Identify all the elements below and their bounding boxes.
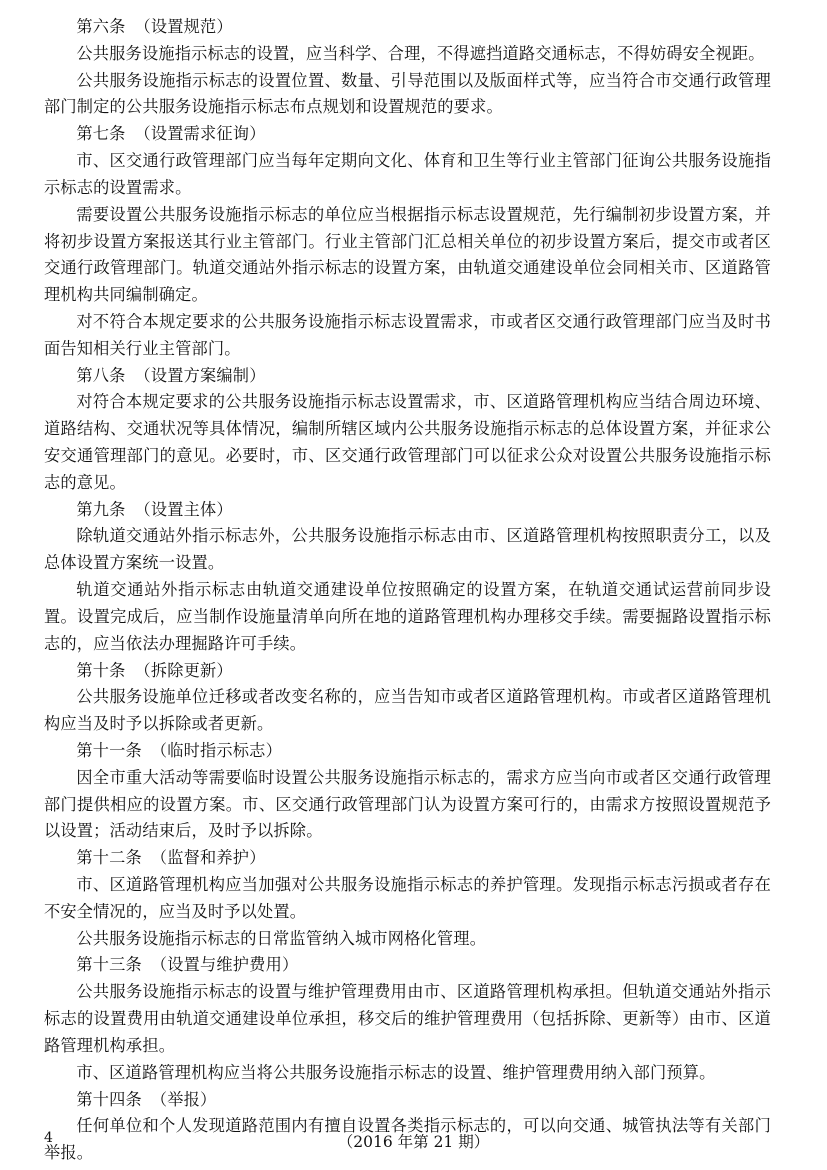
article-number: 第十一条 [76,740,142,760]
paragraph: 市、区交通行政管理部门应当每年定期向文化、体育和卫生等行业主管部门征询公共服务设施指示标志的设置需求。 [44,151,771,197]
paragraph: 因全市重大活动等需要临时设置公共服务设施指示标志的，需求方应当向市或者区交通行政管理部门提供相应的设置方案。市、区交通行政管理部门认为设置方案可行的，由需求方按照设置规范予以设置；活动结束后，及时予以拆除。 [44,767,771,841]
article-heading [44,658,771,685]
article-heading [44,1087,771,1114]
paragraph: 需要设置公共服务设施指示标志的单位应当根据指示标志设置规范，先行编制初步设置方案，并将初步设置方案报送其行业主管部门。行业主管部门汇总相关单位的初步设置方案后，提交市或者区交通行政管理部门。轨道交通站外指示标志的设置方案，由轨道交通建设单位会同相关市、区道路管理机构共同编制确定。 [44,204,771,305]
article-title: （ 监督和养护 ） [151,848,266,867]
paragraph: 公共服务设施单位迁移或者改变名称的，应当告知市或者区道路管理机构。市或者区道路管理机构应当及时予以拆除或者更新。 [44,687,771,734]
article-title: （ 设置主体 ） [134,500,232,519]
paragraph: 对符合本规定要求的公共服务设施指示标志设置需求，市、区道路管理机构应当结合周边环境、道路结构、交通状况等具体情况，编制所辖区域内公共服务设施指示标志的总体设置方案，并征求公安交通管理部门的意见。必要时，市、区交通行政管理部门可以征求公众对设置公共服务设施指示标志的意见。 [44,392,771,492]
paragraph: 除轨道交通站外指示标志外，公共服务设施指示标志由市、区道路管理机构按照职责分工，以及总体设置方案统一设置。 [44,526,771,573]
article-title: （ 设置规范 ） [134,17,232,36]
paragraph: 公共服务设施指示标志的设置，应当科学、合理，不得遮挡道路交通标志，不得妨碍安全视距。 [76,43,765,63]
article-title: （ 设置需求征询 ） [134,124,265,143]
article-number: 第八条 [76,365,126,385]
article-number: 第十条 [76,660,126,680]
paragraph: 市、区道路管理机构应当将公共服务设施指示标志的设置、维护管理费用纳入部门预算。 [76,1062,716,1082]
article-number: 第七条 [76,124,126,144]
paragraph: 市、区道路管理机构应当加强对公共服务设施指示标志的养护管理。发现指示标志污损或者存在不安全情况的，应当及时予以处置。 [44,875,771,921]
article-title: （ 临时指示标志 ） [151,741,282,760]
article-title: （ 举报 ） [151,1090,217,1109]
article-title: （ 设置方案编制 ） [134,366,265,385]
article-number: 第十二条 [76,848,142,868]
document-body [44,14,771,1167]
paragraph: 对不符合本规定要求的公共服务设施指示标志设置需求，市或者区交通行政管理部门应当及时书面告知相关行业主管部门。 [44,311,771,358]
article-title: （ 拆除更新 ） [134,661,232,680]
article-heading [44,845,771,872]
paragraph: 公共服务设施指示标志的日常监管纳入城市网格化管理。 [76,928,487,948]
article-number: 第六条 [76,17,126,36]
paragraph: 轨道交通站外指示标志由轨道交通建设单位按照确定的设置方案，在轨道交通试运营前同步设置。设置完成后，应当制作设施量清单向所在地的道路管理机构办理移交手续。需要掘路设置指示标志的，应当依法办理掘路许可手续。 [44,580,771,653]
paragraph: 公共服务设施指示标志的设置与维护管理费用由市、区道路管理机构承担。但轨道交通站外指示标志的设置费用由轨道交通建设单位承担，移交后的维护管理费用（包括拆除、更新等）由市、区道路管理机构承担。 [44,982,771,1055]
article-heading [44,738,771,765]
paragraph: 公共服务设施指示标志的设置位置、数量、引导范围以及版面样式等，应当符合市交通行政管理部门制定的公共服务设施指示标志布点规划和设置规范的要求。 [44,70,771,117]
issue-label: （ 2016 年第 21 期 ） [0,1130,827,1152]
article-number: 第九条 [76,499,126,519]
page-number: 4 [44,1130,53,1146]
article-title: （ 设置与维护费用 ） [151,955,299,974]
article-heading [44,497,771,524]
article-heading [44,952,771,979]
article-number: 第十四条 [76,1089,142,1109]
article-heading [44,121,771,148]
article-heading [44,14,771,41]
article-heading [44,363,771,390]
paragraph: 任何单位和个人发现道路范围内有擅自设置各类指示标志的，可以向交通、城管执法等有关部门举报。 [44,1116,771,1163]
article-number: 第十三条 [76,955,142,975]
page-footer [0,1130,827,1152]
